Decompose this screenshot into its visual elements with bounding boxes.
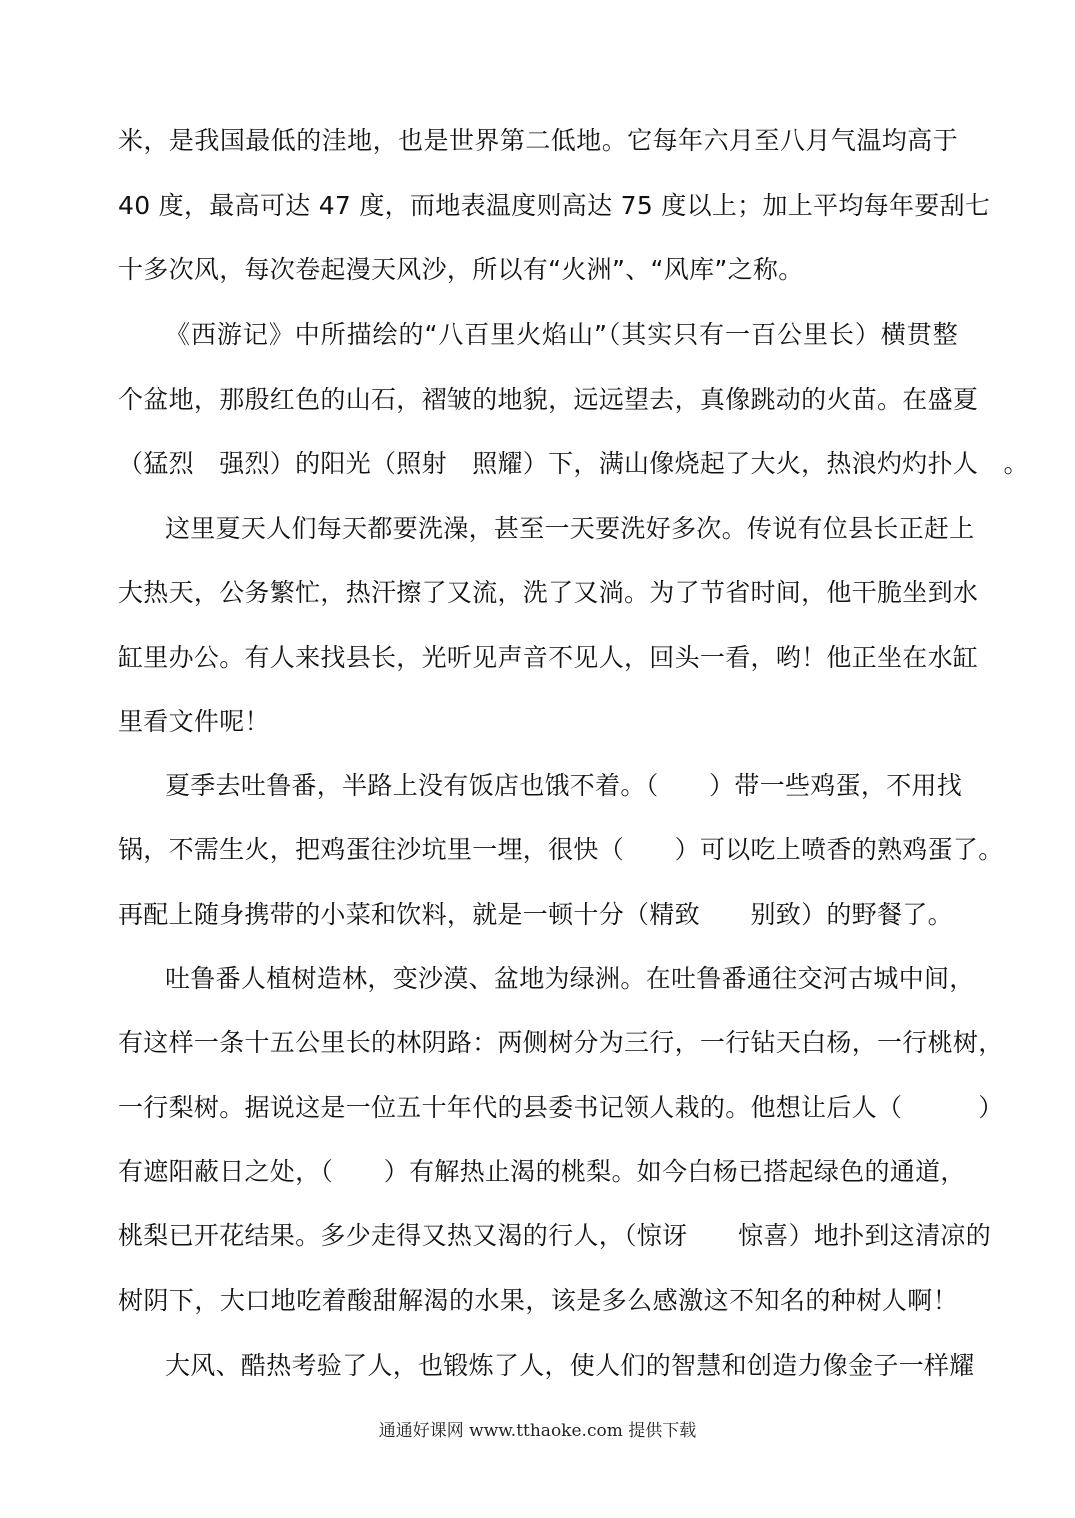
text-line: 再配上随身携带的小菜和饮料，就是一顿十分（精致 别致）的野餐了。 (118, 900, 953, 929)
text-line: 里看文件呢！ (118, 707, 270, 736)
text-line: 有遮阳蔽日之处，（ ）有解热止渴的桃梨。如今白杨已搭起绿色的通道， (118, 1157, 966, 1186)
text-line: 缸里办公。有人来找县长，光听见声音不见人，回头一看，哟！他正坐在水缸 (118, 643, 979, 672)
text-line: 锅，不需生火，把鸡蛋往沙坑里一埋，很快（ ）可以吃上喷香的熟鸡蛋了。 (118, 835, 1004, 864)
text-line: 有这样一条十五公里长的林阴路：两侧树分为三行，一行钻天白杨，一行桃树， (118, 1028, 1004, 1057)
text-line: 吐鲁番人植树造林，变沙漠、盆地为绿洲。在吐鲁番通往交河古城中间， (165, 964, 975, 993)
text-line: 夏季去吐鲁番，半路上没有饭店也饿不着。（ ）带一些鸡蛋，不用找 (165, 771, 963, 800)
text-line: 十多次风，每次卷起漫天风沙，所以有“火洲”、“风库”之称。 (118, 255, 804, 284)
text-line: 40 度，最高可达 47 度，而地表温度则高达 75 度以上；加上平均每年要刮七 (118, 191, 991, 220)
text-line: 一行梨树。据说这是一位五十年代的县委书记领人栽的。他想让后人（ ） (118, 1093, 1004, 1122)
text-line: 桃梨已开花结果。多少走得又热又渴的行人，（惊讶 惊喜）地扑到这清凉的 (118, 1221, 992, 1250)
text-line: 这里夏天人们每天都要洗澡，甚至一天要洗好多次。传说有位县长正赶上 (165, 514, 975, 543)
page-footer: 通通好课网 www.tthaoke.com 提供下载 (378, 1421, 697, 1441)
text-line: 大风、酷热考验了人，也锻炼了人，使人们的智慧和创造力像金子一样耀 (165, 1351, 975, 1380)
text-line: 米，是我国最低的洼地，也是世界第二低地。它每年六月至八月气温均高于 (118, 126, 958, 155)
text-line: （猛烈 强烈）的阳光（照射 照耀）下，满山像烧起了大火，热浪灼灼扑人 。 (118, 449, 1029, 478)
text-line: 《西游记》中所描绘的“八百里火焰山”（其实只有一百公里长）横贯整 (165, 320, 958, 349)
text-line: 树阴下，大口地吃着酸甜解渴的水果，该是多么感激这不知名的种树人啊！ (118, 1286, 958, 1315)
text-line: 个盆地，那殷红色的山石，褶皱的地貌，远远望去，真像跳动的火苗。在盛夏 (118, 385, 979, 414)
text-line: 大热天，公务繁忙，热汗擦了又流，洗了又淌。为了节省时间，他干脆坐到水 (118, 578, 979, 607)
